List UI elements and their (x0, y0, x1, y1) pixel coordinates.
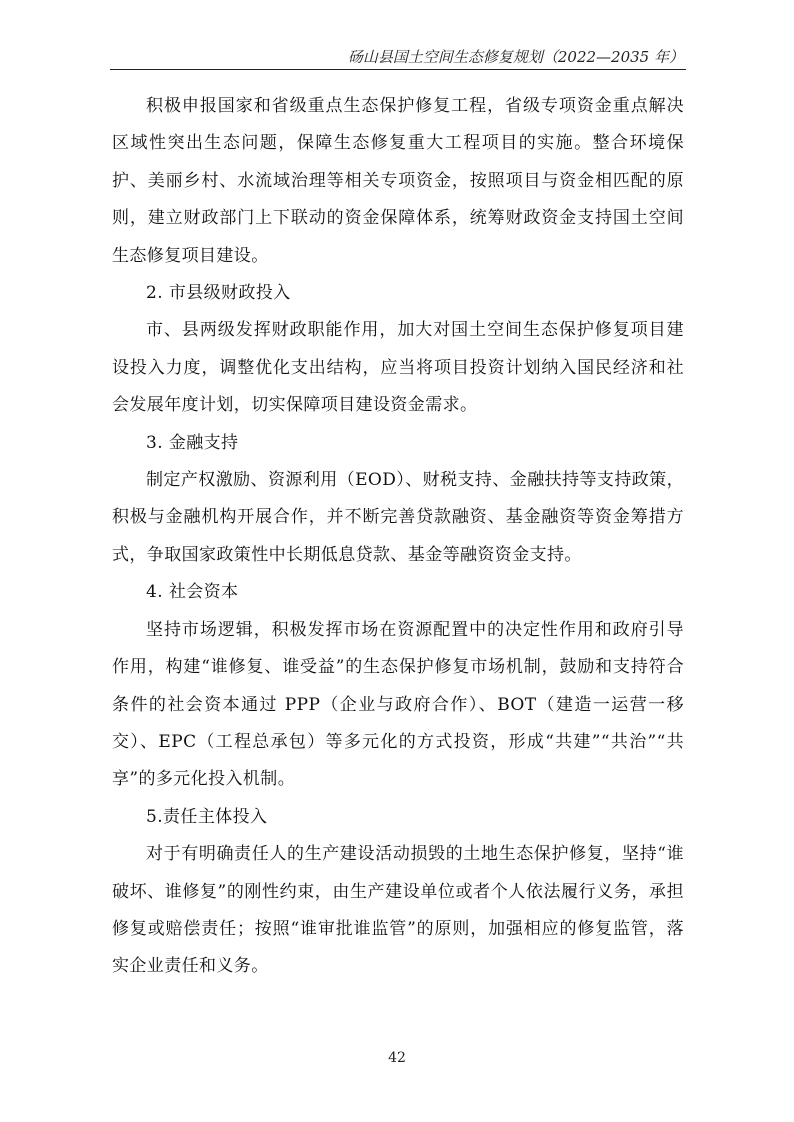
page-number: 42 (388, 1050, 406, 1066)
paragraph-financial-support: 制定产权激励、资源利用（EOD）、财税支持、金融扶持等支持政策，积极与金融机构开展合作，并不断完善贷款融资、基金融资等资金筹措方式，争取国家政策性中长期低息贷款、基金等融资资金支持。 (112, 470, 684, 565)
running-header-title: 砀山县国土空间生态修复规划（2022—2035 年） (347, 48, 684, 66)
paragraph-social-capital: 坚持市场逻辑，积极发挥市场在资源配置中的决定性作用和政府引导作用，构建“谁修复、谁受益”的生态保护修复市场机制，鼓励和支持符合条件的社会资本通过 PPP（企业与政府合作）、BOT（建造一运营一移交）、EPC（工程总承包）等多元化的方式投资，形成“共建”“共治”“共享”的多元化投入机制。 (112, 619, 684, 790)
heading-financial-support: 3. 金融支持 (146, 432, 239, 453)
header-divider (110, 69, 686, 70)
heading-city-county-finance: 2. 市县级财政投入 (146, 283, 291, 304)
paragraph-city-county-finance: 市、县两级发挥财政职能作用，加大对国土空间生态保护修复项目建设投入力度，调整优化支出结构，应当将项目投资计划纳入国民经济和社会发展年度计划，切实保障项目建设资金需求。 (112, 320, 684, 416)
paragraph-provincial-funding: 积极申报国家和省级重点生态保护修复工程，省级专项资金重点解决区域性突出生态问题，保障生态修复重大工程项目的实施。整合环境保护、美丽乡村、水流域治理等相关专项资金，按照项目与资金相匹配的原则，建立财政部门上下联动的资金保障体系，统筹财政资金支持国土空间生态修复项目建设。 (112, 96, 684, 266)
paragraph-responsible-party: 对于有明确责任人的生产建设活动损毁的土地生态保护修复，坚持“谁破坏、谁修复”的刚性约束，由生产建设单位或者个人依法履行义务，承担修复或赔偿责任；按照“谁审批谁监管”的原则，加强相应的修复监管，落实企业责任和义务。 (112, 844, 684, 977)
heading-social-capital: 4. 社会资本 (146, 582, 239, 603)
heading-responsible-party: 5.责任主体投入 (146, 806, 268, 827)
document-body (112, 88, 684, 986)
